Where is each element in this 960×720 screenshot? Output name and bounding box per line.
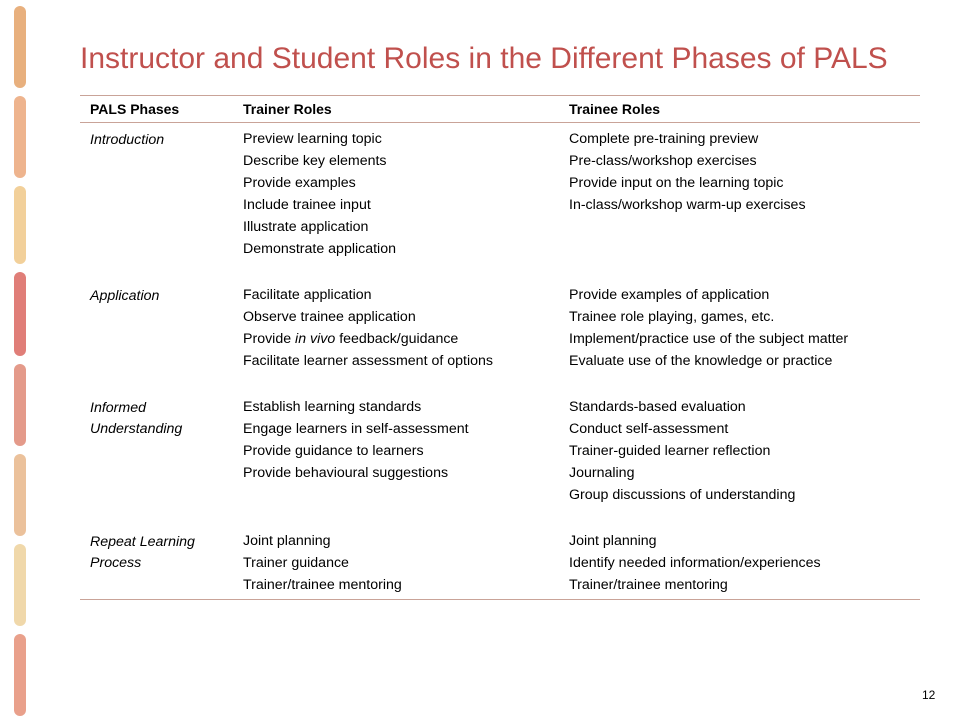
list-item: Identify needed information/experiences <box>569 555 821 571</box>
trainee-roles-list <box>569 399 920 504</box>
list-item: Provide examples <box>243 175 356 191</box>
list-item: Standards-based evaluation <box>569 399 746 415</box>
trainer-roles-list <box>243 287 559 370</box>
list-item: Establish learning standards <box>243 399 422 415</box>
phase-cell: Repeat Learning Process <box>80 525 233 600</box>
roles-table <box>80 95 920 600</box>
bar-segment <box>14 454 26 536</box>
trainer-roles-list <box>243 533 559 594</box>
list-item: Engage learners in self-assessment <box>243 421 469 437</box>
bar-segment <box>14 364 26 446</box>
trainee-roles-cell <box>559 123 920 264</box>
trainer-roles-list <box>243 399 559 482</box>
slide-title: Instructor and Student Roles in the Different Phases of PALS <box>80 42 888 75</box>
list-item: Facilitate application <box>243 287 372 303</box>
header-pals-phases: PALS Phases <box>80 96 233 123</box>
list-item: Trainer guidance <box>243 555 349 571</box>
list-item: Joint planning <box>243 533 331 549</box>
row-spacer <box>80 263 920 279</box>
bar-segment <box>14 272 26 356</box>
bar-segment <box>14 96 26 178</box>
bar-segment <box>14 186 26 264</box>
table-row <box>80 123 920 264</box>
list-item: Evaluate use of the knowledge or practice <box>569 353 833 369</box>
list-item: Trainee role playing, games, etc. <box>569 309 775 325</box>
list-item: Implement/practice use of the subject matter <box>569 331 849 347</box>
list-item: Include trainee input <box>243 197 371 213</box>
table-header-row <box>80 96 920 123</box>
row-spacer <box>80 375 920 391</box>
trainer-roles-cell <box>233 279 559 375</box>
phase-cell: Application <box>90 288 160 304</box>
bar-segment <box>14 544 26 626</box>
list-item: Demonstrate application <box>243 241 396 257</box>
table-row <box>80 279 920 375</box>
trainee-roles-list <box>569 131 920 214</box>
page-number: 12 <box>922 688 936 702</box>
bar-segment <box>14 6 26 88</box>
list-item: Pre-class/workshop exercises <box>569 153 757 169</box>
row-spacer <box>80 509 920 525</box>
list-item: Provide input on the learning topic <box>569 175 784 191</box>
header-trainer-roles: Trainer Roles <box>233 96 559 123</box>
list-item: Trainer/trainee mentoring <box>569 577 728 593</box>
list-item: Provide behavioural suggestions <box>243 465 449 481</box>
list-item: Provide examples of application <box>569 287 770 303</box>
list-item: Facilitate learner assessment of options <box>243 353 493 369</box>
list-item: Provide in vivo feedback/guidance <box>243 331 459 347</box>
trainee-roles-cell <box>559 279 920 375</box>
phase-cell: Informed Understanding <box>90 400 183 437</box>
list-item: Trainer-guided learner reflection <box>569 443 771 459</box>
bar-segment <box>14 634 26 716</box>
header-trainee-roles: Trainee Roles <box>559 96 920 123</box>
trainee-roles-cell <box>559 525 920 600</box>
list-item: Illustrate application <box>243 219 369 235</box>
trainer-roles-list <box>243 131 559 258</box>
trainer-roles-cell <box>233 525 559 600</box>
list-item: Journaling <box>569 465 635 481</box>
list-item: In-class/workshop warm-up exercises <box>569 197 806 213</box>
trainee-roles-list <box>569 287 920 370</box>
table-body <box>80 123 920 600</box>
list-item: Conduct self-assessment <box>569 421 729 437</box>
list-item: Trainer/trainee mentoring <box>243 577 402 593</box>
table-row <box>80 391 920 509</box>
trainee-roles-cell <box>559 391 920 509</box>
list-item: Group discussions of understanding <box>569 487 796 503</box>
trainee-roles-list <box>569 533 920 594</box>
trainer-roles-cell <box>233 123 559 264</box>
list-item: Complete pre-training preview <box>569 131 759 147</box>
phase-cell: Introduction <box>90 132 165 148</box>
list-item: Preview learning topic <box>243 131 382 147</box>
trainer-roles-cell <box>233 391 559 509</box>
table-row <box>80 525 920 600</box>
list-item: Joint planning <box>569 533 657 549</box>
list-item: Provide guidance to learners <box>243 443 424 459</box>
list-item: Observe trainee application <box>243 309 416 325</box>
list-item: Describe key elements <box>243 153 387 169</box>
decorative-side-bar <box>0 0 30 720</box>
